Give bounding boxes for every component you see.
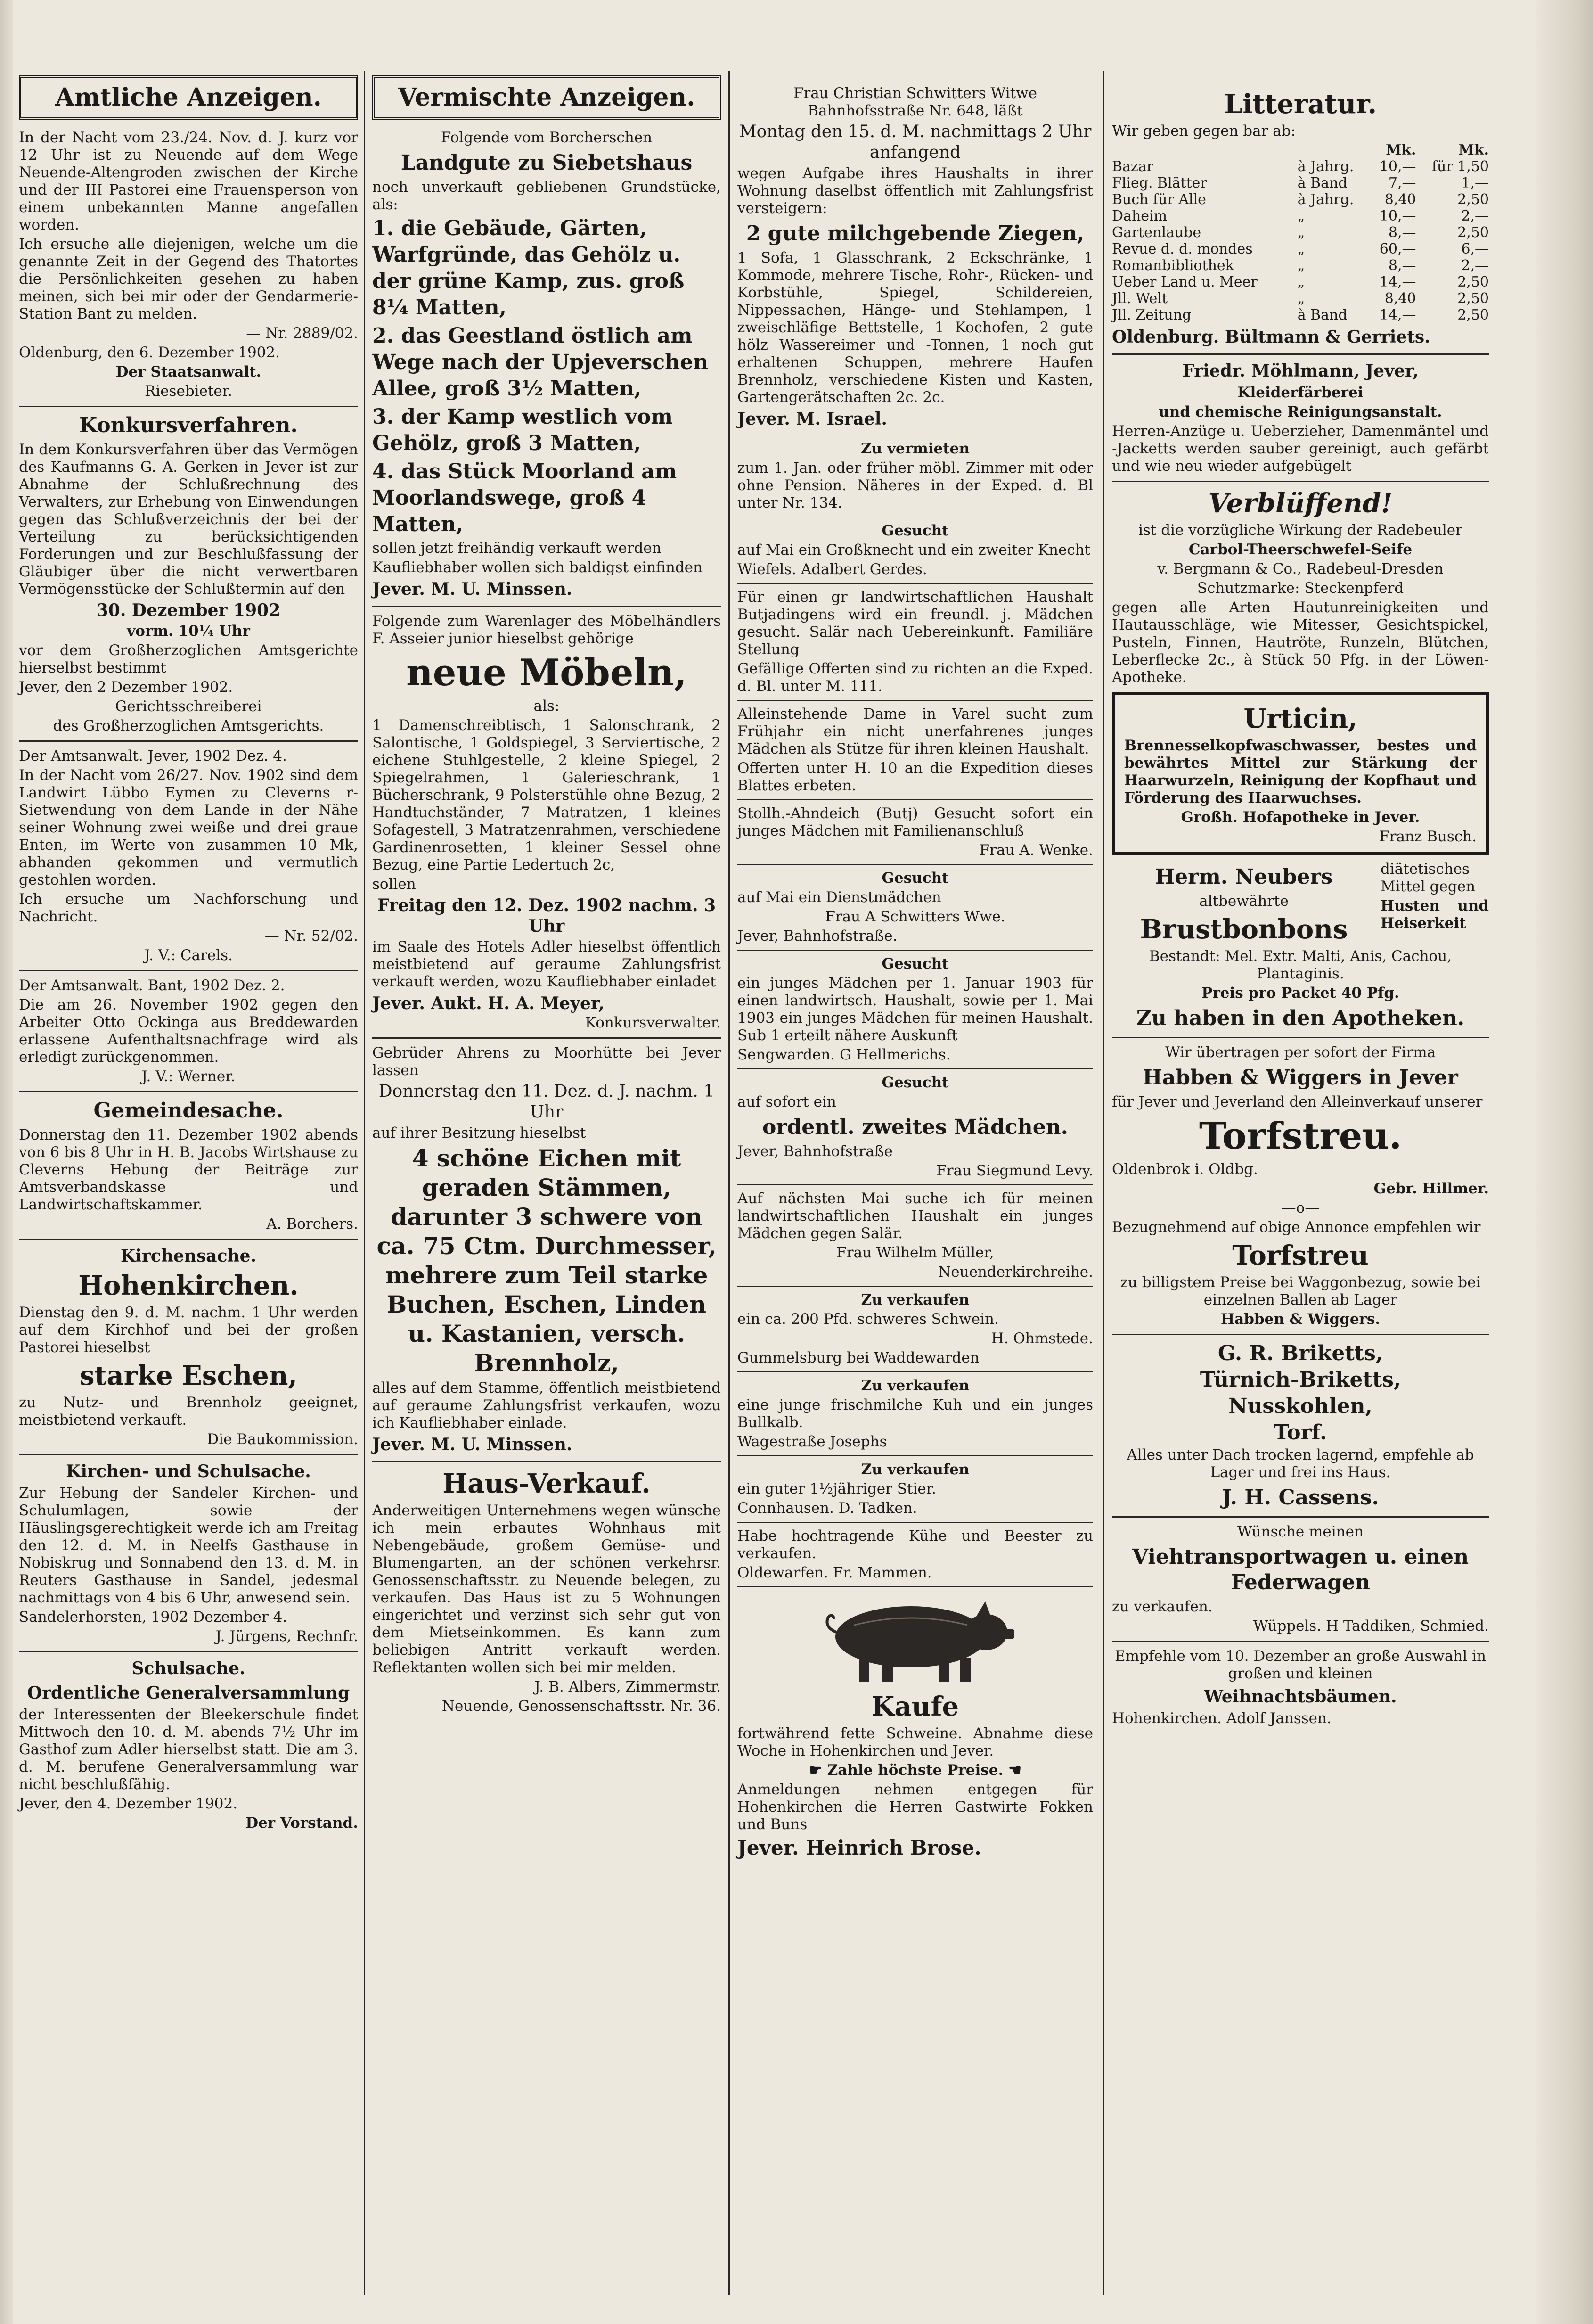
ad-gesucht-knecht: Gesucht auf Mai ein Großknecht und ein zweiter Knecht Wiefels. Adalbert Gerdes. <box>737 522 1091 578</box>
notice-amtsanwalt-jever: Der Amtsanwalt. Jever, 1902 Dez. 4. In der Nacht vom 26/27. Nov. 1902 sind dem Landwirt Lübbo Eymen zu Cleverns r-Sietwendung von dem Lande in der Nähe seiner Wohnung zwei weiße und drei graue Enten, im Werte von zusammen 10 Mk, abhanden gekommen und vermutlich gestohlen worden. Ich ersuche um Nachforschung und Nachricht. — Nr. 52/02. J. V.: Carels. <box>19 747 358 964</box>
notice-kirchen-schulsache: Kirchen- und Schulsache. Zur Hebung der Sandeler Kirchen- und Schulumlagen, sowie der Häuslingsgerechtigkeit werde ich am Freitag den 12. d. M. in Neelfs Gasthause in Nobiskrug und Sonnabend den 13. d. M. in Reuters Gasthause in Sandel, jedesmal nachmittags von 4 bis 6 Uhr, anwesend sein. Sandelerhorsten, 1902 Dezember 4. J. Jürgens, Rechnfr. <box>19 1462 358 1645</box>
notice-amtsanwalt-bant: Der Amtsanwalt. Bant, 1902 Dez. 2. Die am 26. November 1902 gegen den Arbeiter Otto Ockinga aus Breddewarden erlassene Aufenthaltsnachfrage wird als erledigt zurückgenommen. J. V.: Werner. <box>19 977 358 1085</box>
ad-urticin: Urticin, Brennesselkopfwaschwasser, bestes und bewährtes Mittel zur Stärkung der Haarwurzeln, Reinigung der Kopfhaut und Förderung des Haarwuchses. Großh. Hofapotheke in Jever. Franz Busch. <box>1112 692 1489 855</box>
ad-gesucht-levy: Gesucht auf sofort ein ordentl. zweites Mädchen. Jever, Bahnhofstraße Frau Siegmund Levy. <box>737 1074 1093 1179</box>
ad-verkaufen-stier: Zu verkaufen ein guter 1½jähriger Stier. Connhausen. D. Tadken. <box>737 1461 970 1517</box>
ad-kaufe-schweine: Kaufe fortwährend fette Schweine. Abnahme diese Woche in Hohenkirchen und Jever. ☛ Zahle höchste Preise. ☚ Anmeldungen nehmen entgegen für Hohenkirchen die Herren Gastwirte Fokken und Buns Jever. Heinrich Brose. <box>737 1592 1093 1861</box>
table-row: Flieg. Blätter à Band 7,— 1,— <box>1112 175 1489 191</box>
notice-kirchensache: Kirchensache. Hohenkirchen. Dienstag den 9. d. M. nachm. 1 Uhr werden auf dem Kirchhof und bei der großen Pastorei hieselbst starke Eschen, zu Nutz- und Brennholz geeignet, meistbietend verkauft. Die Baukommission. <box>19 1246 358 1448</box>
notice-gemeindesache: Gemeindesache. Donnerstag den 11. Dezember 1902 abends von 6 bis 8 Uhr in H. B. Jacobs Wirtshause zu Cleverns Hebung der Beiträge zur Amtsverbandskasse und Landwirtschaftskammer. A. Borchers. <box>19 1099 358 1232</box>
ad-schwitters: Frau Christian Schwitters Witwe Bahnhofsstraße Nr. 648, läßt Montag den 15. d. M. nachmittags 2 Uhr anfangend wegen Aufgabe ihres Haushalts in ihrer Wohnung daselbst öffentlich mit Zahlungsfrist versteigern: 2 gute milchgebende Ziegen, 1 Sofa, 1 Glasschrank, 2 Eckschränke, 1 Kommode, mehrere Tische, Rohr-, Rücken- und Korbstühle, Spiegel, Schildereien, Nippessachen, Hänge- und Stehlampen, 1 zweischläfige Bettstelle, 1 Kochofen, 2 gute hölz Wassereimer und -Tonnen, 1 noch gut erhaltenen Schuppen, mehrere Haufen Brennholz, verschiedene Kisten und Kasten, Gartengerätschaften 2c. 2c. Jever. M. Israel. <box>737 85 1093 429</box>
ad-eichen: Gebrüder Ahrens zu Moorhütte bei Jever lassen Donnerstag den 11. Dez. d. J. nachm. 1 Uhr auf ihrer Besitzung hieselbst 4 schöne Eichen mit geraden Stämmen, darunter 3 schwere von ca. 75 Ctm. Durchmesser, mehrere zum Teil starke Buchen, Eschen, Linden u. Kastanien, versch. Brennholz, alles auf dem Stamme, öffentlich meistbietend auf geraume Zahlungsfrist verkaufen, wozu ich Kaufliebhaber einlade. Jever. M. U. Minssen. <box>372 1044 721 1454</box>
table-row: Gartenlaube „ 8,— 2,50 <box>1112 224 1489 241</box>
column-rule <box>728 71 730 2295</box>
table-row: Buch für Alle à Jahrg. 8,40 2,50 <box>1112 191 1489 208</box>
ad-briketts: G. R. Briketts, Türnich-Briketts, Nusskohlen, Torf. Alles unter Dach trocken lagernd, empfehle ab Lager und frei ins Haus. J. H. Cassens. <box>1127 1341 1474 1510</box>
ad-mueller: Auf nächsten Mai suche ich für meinen landwirtschaftlichen Haushalt ein junges Mädchen gegen Salär. Frau Wilhelm Müller, Neuenderkirchreihe. <box>737 1190 1093 1281</box>
notice-staatsanwalt: In der Nacht vom 23./24. Nov. d. J. kurz vor 12 Uhr ist zu Neuende auf dem Wege Neuende-Altengroden zwischen der Kirche und der III Pastorei eine Frauensperson von einem unbekannten Manne angefallen worden. Ich ersuche alle diejenigen, welche um die genannte Zeit in der Gegend des Thatortes die Persönlichkeiten gesehen zu haben meinen, sich bei mir oder der Gendarmerie-Station Bant zu melden. — Nr. 2889/02. Oldenburg, den 6. Dezember 1902. Der Staatsanwalt. Riesebieter. <box>19 129 358 400</box>
column-3 <box>733 85 1098 2300</box>
column-4 <box>1107 85 1494 2300</box>
column-2 <box>368 75 726 2291</box>
ad-verkaufen-kuh: Zu verkaufen eine junge frischmilche Kuh und ein junges Bullkalb. Wagestraße Josephs <box>737 1377 1093 1450</box>
notice-konkurs: Konkursverfahren. In dem Konkursverfahren über das Vermögen des Kaufmanns G. A. Gerken in Jever ist zur Abnahme der Schlußrechnung des Verwalters, zur Erhebung von Einwendungen gegen das Schlußverzeichnis der bei der Verteilung zu berücksichtigenden Forderungen und zur Beschlußfassung der Gläubiger über die nicht verwertbaren Vermögensstücke der Schlußtermin auf den 30. Dezember 1902 vorm. 10¼ Uhr vor dem Großherzoglichen Amtsgerichte hierselbst bestimmt Jever, den 2 Dezember 1902. Gerichtsschreiberei des Großherzoglichen Amtsgerichts. <box>19 413 358 734</box>
section-header-vermischte: Vermischte Anzeigen. <box>372 75 721 120</box>
pointing-hand-icon: ☚ <box>1003 1762 1021 1779</box>
table-row: Romanbibliothek „ 8,— 2,— <box>1112 257 1489 274</box>
ad-haushalt: Für einen gr landwirtschaftlichen Haushalt Butjadingens wird ein freundl. j. Mädchen gesucht. Salär nach Uebereinkunft. Familiäre Stellung Gefällige Offerten sind zu richten an die Exped. d. Bl. unter M. 111. <box>737 589 1093 695</box>
price-table: Mk. Mk. Bazar à Jahrg. 10,— für 1,50 Flieg. Blätter à Band 7,— 1,— Buch für Alle à Jahrg. 8,40 2,50 Daheim „ 10,— 2,— Gartenlaube „ 8,— 2,50 Revue d. d. mondes „ 60,— 6,— Romanbibliothek „ 8,— 2,— Ueber Land u. Meer „ 14,— 2,50 Jll. Welt „ 8,40 2,50 Jll. Zeitung à Band 14,— 2,50 <box>1112 142 1489 323</box>
ad-dame-varel: Alleinstehende Dame in Varel sucht zum Frühjahr ein nicht unerfahrenes junges Mädchen als Stütze für ihren kleinen Haushalt. Offerten unter H. 10 an die Expedition dieses Blattes erbeten. <box>737 706 1093 794</box>
ad-mammen: Habe hochtragende Kühe und Beester zu verkaufen. Oldewarfen. Fr. Mammen. <box>737 1527 1093 1581</box>
ad-hausverkauf: Haus-Verkauf. Anderweitigen Unternehmens wegen wünsche ich mein erbautes Wohnhaus mit Nebengebäude, großem Gemüse- und Blumengarten, an der schönen verkehrsr. Genossenschaftsstr. zu Neuende belegen, zu verkaufen. Das Haus ist zu 5 Wohnungen eingerichtet und verzinst sich sehr gut von dem Mietseinkommen. Es kann zum beliebigen Antritt verkauft werden. Reflektanten wollen sich bei mir melden. J. B. Albers, Zimmermstr. Neuende, Genossenschaftsstr. Nr. 36. <box>372 1468 721 1715</box>
ad-gesucht-dienstmaedchen: Gesucht auf Mai ein Dienstmädchen Frau A Schwitters Wwe. Jever, Bahnhofstraße. <box>737 870 1005 944</box>
ad-wagen: Wünsche meinen Viehtransportwagen u. einen Federwagen zu verkaufen. Wüppels. H Taddiken, Schmied. <box>1112 1523 1489 1634</box>
table-row: Daheim „ 10,— 2,— <box>1112 208 1489 224</box>
section-header-amtliche: Amtliche Anzeigen. <box>19 75 358 120</box>
pig-illustration-icon <box>812 1592 1019 1686</box>
table-row: Revue d. d. mondes „ 60,— 6,— <box>1112 241 1489 257</box>
ad-landgut: Folgende vom Borcherschen Landgute zu Siebetshaus noch unverkauft gebliebenen Grundstücke, als: 1. die Gebäude, Gärten, Warfgründe, das Gehölz u. der grüne Kamp, zus. groß 8¼ Matten, 2. das Geestland östlich am Wege nach der Upjeverschen Allee, groß 3½ Matten, 3. der Kamp westlich vom Gehölz, groß 3 Matten, 4. das Stück Moorland am Moorlandswege, groß 4 Matten, sollen jetzt freihändig verkauft werden Kaufliebhaber wollen sich baldigst einfinden Jever. M. U. Minssen. <box>372 129 721 599</box>
table-row: Jll. Zeitung à Band 14,— 2,50 <box>1112 307 1489 323</box>
ad-weihnachtsbaeume: Empfehle vom 10. Dezember an große Auswahl in großen und kleinen Weihnachtsbäumen. Hohenkirchen. Adolf Janssen. <box>1112 1648 1486 1727</box>
table-row: Ueber Land u. Meer „ 14,— 2,50 <box>1112 274 1489 290</box>
table-row: Bazar à Jahrg. 10,— für 1,50 <box>1112 158 1489 175</box>
column-rule <box>1103 71 1104 2295</box>
column-1 <box>14 75 363 2291</box>
pointing-hand-icon: ☛ <box>809 1762 827 1779</box>
ad-gesucht-hellmerichs: Gesucht ein junges Mädchen per 1. Januar 1903 für einen landwirtsch. Haushalt, sowie per 1. Mai 1903 ein junges Mädchen für meinen Haushalt. Sub 1 erteilt nähere Auskunft Sengwarden. G Hellmerichs. <box>737 955 1093 1063</box>
ad-neuber: Herm. Neubers altbewährte Brustbonbons diätetisches Mittel gegen Husten und Heiserkeit Bestandt: Mel. Extr. Malti, Anis, Cachou, Plantaginis. Preis pro Packet 40 Pfg. Zu haben in den Apotheken. <box>1136 861 1489 1030</box>
table-row: Jll. Welt „ 8,40 2,50 <box>1112 290 1489 307</box>
column-rule <box>364 71 365 2295</box>
ad-litteratur: Litteratur. Wir geben gegen bar ab: Mk. Mk. Bazar à Jahrg. 10,— für 1,50 Flieg. Blätter à Band 7,— 1,— Buch für Alle à Jahrg. 8,40 2,50 Daheim „ 10,— 2,— Gartenlaube „ 8,— 2,50 Revue d. d. mondes „ 60,— 6,— Romanbibliothek „ 8,— 2,— Ueber Land u. Meer „ 14,— 2,50 Jll. Welt „ 8,40 2,50 Jll. Zeitung à Band 14,— 2,50 Oldenburg. Bültmann & Gerriets. <box>1112 89 1489 347</box>
ad-torfstreu: Wir übertragen per sofort der Firma Habben & Wiggers in Jever für Jever und Jeverland den Alleinverkauf unserer Torfstreu. Oldenbrok i. Oldbg. Gebr. Hillmer. —o— Bezugnehmend auf obige Annonce empfehlen wir Torfstreu zu billigstem Preise bei Waggonbezug, sowie bei einzelnen Ballen ab Lager Habben & Wiggers. <box>1112 1044 1489 1328</box>
notice-schulsache: Schulsache. Ordentliche Generalversammlung der Interessenten der Bleekerschule findet Mittwoch den 10. d. M. abends 7½ Uhr im Gasthof zum Adler hierselbst statt. Die am 3. d. M. berufene Generalversammlung war nicht beschlußfähig. Jever, den 4. Dezember 1902. Der Vorstand. <box>19 1659 358 1831</box>
ad-stollhamm: Stollh.-Ahndeich (Butj) Gesucht sofort ein junges Mädchen mit Familienanschluß Frau A. Wenke. <box>737 805 1093 859</box>
ad-verblueffend: Verblüffend! ist die vorzügliche Wirkung der Radebeuler Carbol-Theerschwefel-Seife v. Bergmann & Co., Radebeul-Dresden Schutzmarke: Steckenpferd gegen alle Arten Hautunreinigkeiten und Hautausschläge, wie Mitesser, Gesichtspickel, Pusteln, Finnen, Hautröte, Runzeln, Blütchen, Leberflecke 2c., à Stück 50 Pfg. in der Löwen-Apotheke. <box>1112 488 1489 686</box>
ad-moehlmann: Friedr. Möhlmann, Jever, Kleiderfärberei und chemische Reinigungsanstalt. Herren-Anzüge u. Ueberzieher, Damenmäntel und -Jacketts werden sauber gereinigt, auch gefärbt und wie neu wieder aufgebügelt <box>1112 361 1489 475</box>
ad-vermieten: Zu vermieten zum 1. Jan. oder früher möbl. Zimmer mit oder ohne Pension. Näheres in der Exped. d. Bl unter Nr. 134. <box>737 440 1093 511</box>
ad-moebel: Folgende zum Warenlager des Möbelhändlers F. Asseier junior hieselbst gehörige neue Möbeln, als: 1 Damenschreibtisch, 1 Salonschrank, 2 Salontische, 1 Goldspiegel, 3 Serviertische, 2 eichene Stuhlgestelle, 2 kleine Spiegel, 2 Spiegelrahmen, 1 Galerieschrank, 1 Bücherschrank, 9 Polsterstühle ohne Bezug, 2 Handtuchständer, 7 Matratzen, 1 kleines Sofagestell, 3 Matratzenrahmen, verschiedene Gardinenrosetten, 1 kleiner Sessel ohne Bezug, eine Partie Ledertuch 2c, sollen Freitag den 12. Dez. 1902 nachm. 3 Uhr im Saale des Hotels Adler hieselbst öffentlich meistbietend auf geraume Zahlungsfrist verkauft werden, wozu Kaufliebhaber einladet Jever. Aukt. H. A. Meyer, Konkursverwalter. <box>372 613 721 1031</box>
ad-verkaufen-schwein: Zu verkaufen ein ca. 200 Pfd. schweres Schwein. H. Ohmstede. Gummelsburg bei Waddewarden <box>737 1291 1093 1366</box>
